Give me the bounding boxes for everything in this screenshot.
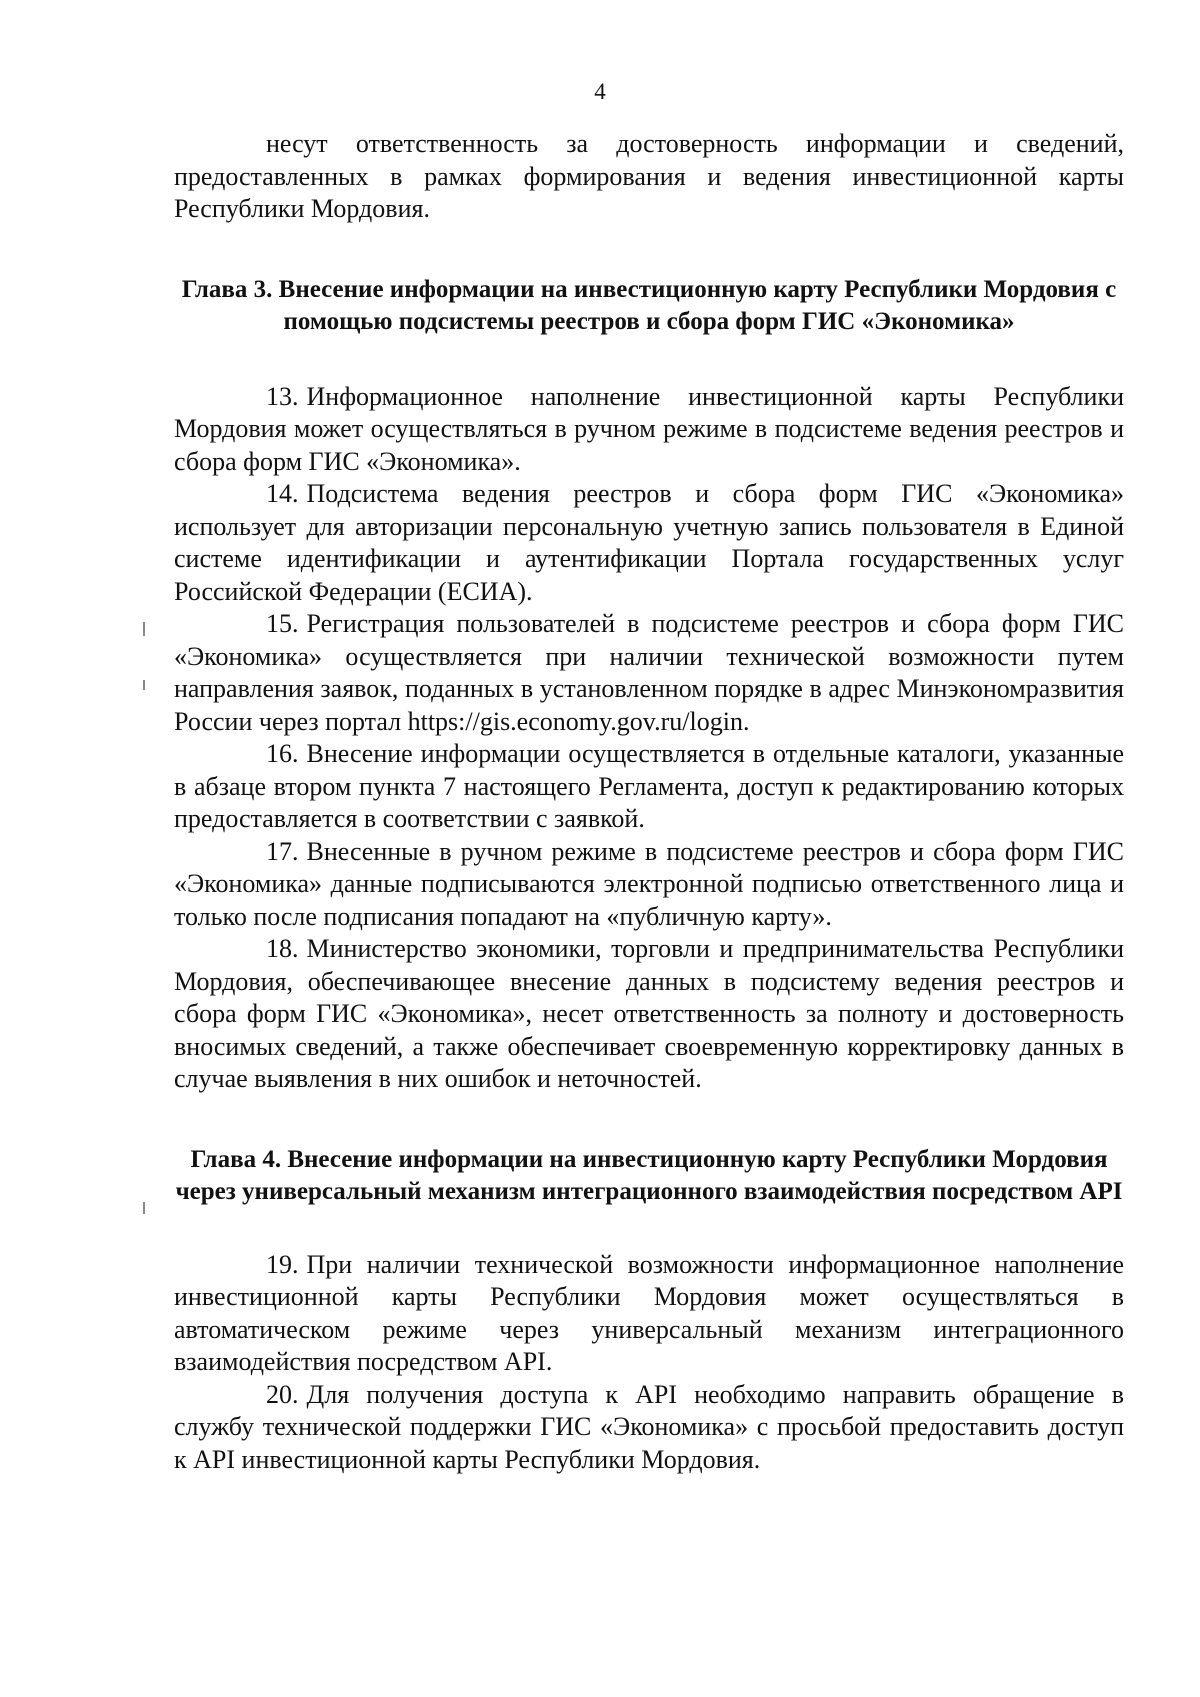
paragraph-number: 17. <box>266 836 299 866</box>
chapter-4-heading: Глава 4. Внесение информации на инвестиционную карту Республики Мордовия через универсальный механизм интеграционного взаимодействия посредством API <box>175 1145 1123 1205</box>
paragraph-text: Информационное наполнение инвестиционной карты Республики Мордовия может осуществляться в ручном режиме в подсистеме ведения реестров и сбора форм ГИС «Экономика». <box>174 381 1124 476</box>
paragraph-text: Регистрация пользователей в подсистеме реестров и сбора форм ГИС «Экономика» осуществляется при наличии технической возможности путем направления заявок, поданных в установленном порядке в адрес Минэкономразвития России через портал https://gis.economy.gov.ru/login. <box>174 609 1124 736</box>
paragraph-20 <box>174 1379 1124 1477</box>
paragraph-17 <box>174 836 1124 934</box>
paragraph-number: 19. <box>266 1249 299 1279</box>
intro-paragraph: несут ответственность за достоверность информации и сведений, предоставленных в рамках формирования и ведения инвестиционной карты Республики Мордовия. <box>174 129 1124 223</box>
paragraph-18 <box>174 933 1124 1096</box>
scan-artifact-mark <box>143 680 145 690</box>
paragraph-number: 15. <box>266 609 299 638</box>
paragraph-text: Внесенные в ручном режиме в подсистеме реестров и сбора форм ГИС «Экономика» данные подписываются электронной подписью ответственного лица и только после подписания попадают на «публичную карту». <box>174 836 1124 931</box>
paragraph-text: Для получения доступа к API необходимо направить обращение в службу технической поддержки ГИС «Экономика» с просьбой предоставить доступ к API инвестиционной карты Республики Мордовия. <box>174 1379 1124 1474</box>
paragraph-19 <box>174 1249 1124 1379</box>
paragraph-text: Министерство экономики, торговли и предпринимательства Республики Мордовия, обеспечивающее внесение данных в подсистему ведения реестров и сбора форм ГИС «Экономика», несет ответственность за полноту и достоверность вносимых сведений, а также обеспечивает своевременную корректировку данных в случае выявления в них ошибок и неточностей. <box>174 934 1124 1093</box>
paragraph-number: 18. <box>266 934 299 963</box>
paragraph-number: 13. <box>266 381 299 411</box>
paragraph-14 <box>174 478 1124 608</box>
paragraph-text: Подсистема ведения реестров и сбора форм ГИС «Экономика» использует для авторизации персональную учетную запись пользователя в Единой системе идентификации и аутентификации Портала государственных услуг Российской Федерации (ЕСИА). <box>174 479 1124 606</box>
paragraph-number: 16. <box>266 739 299 768</box>
paragraph-16 <box>174 738 1124 836</box>
paragraph-13 <box>174 381 1124 479</box>
paragraph-number: 20. <box>266 1379 299 1409</box>
chapter-3-heading: Глава 3. Внесение информации на инвестиционную карту Республики Мордовия с помощью подсистемы реестров и сбора форм ГИС «Экономика» <box>181 275 1117 335</box>
paragraph-15 <box>174 608 1124 738</box>
page-number: 4 <box>594 79 606 104</box>
paragraph-text: Внесение информации осуществляется в отдельные каталоги, указанные в абзаце втором пункта 7 настоящего Регламента, доступ к редактированию которых предоставляется в соответствии с заявкой. <box>174 739 1124 833</box>
scan-artifact-mark <box>143 1202 145 1214</box>
scan-artifact-mark <box>143 622 145 636</box>
document-body <box>174 128 1124 1476</box>
paragraph-text: При наличии технической возможности информационное наполнение инвестиционной карты Республики Мордовия может осуществляться в автоматическом режиме через универсальный механизм интеграционного взаимодействия посредством API. <box>174 1249 1124 1376</box>
paragraph-number: 14. <box>266 479 299 508</box>
